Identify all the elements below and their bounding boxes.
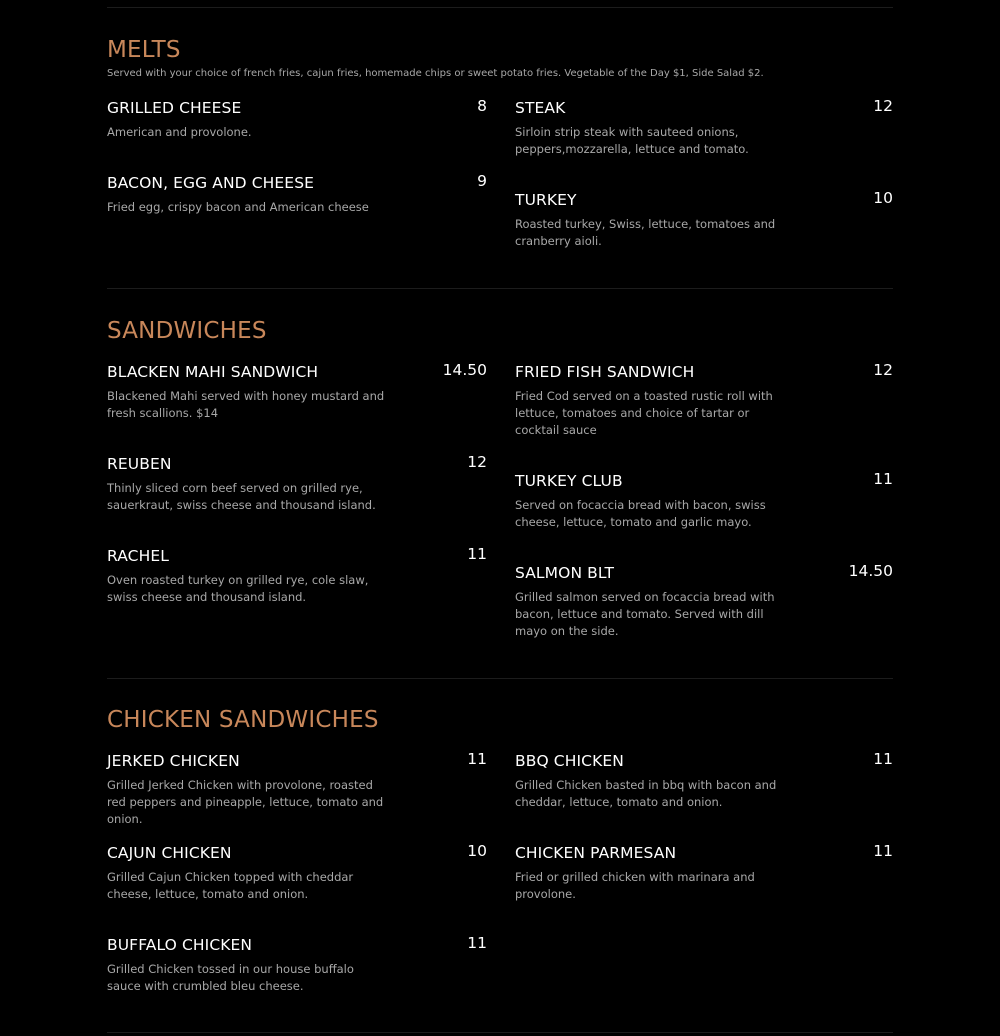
item-name: TURKEY CLUB [515, 472, 623, 490]
item-name: RACHEL [107, 547, 169, 565]
item-description: Thinly sliced corn beef served on grilled rye, sauerkraut, swiss cheese and thousand island. [107, 481, 376, 512]
item-price: 11 [873, 470, 893, 488]
item-price: 14.50 [848, 562, 893, 580]
item-description: Sirloin strip steak with sauteed onions, peppers,mozzarella, lettuce and tomato. [515, 125, 749, 156]
item-name: GRILLED CHEESE [107, 99, 242, 117]
item-name: JERKED CHICKEN [107, 752, 240, 770]
item-name: BBQ CHICKEN [515, 752, 624, 770]
item-price: 11 [467, 545, 487, 563]
item-name: BLACKEN MAHI SANDWICH [107, 363, 319, 381]
item-price: 9 [477, 172, 487, 190]
section-divider [107, 7, 893, 8]
section-note-melts: Served with your choice of french fries, cajun fries, homemade chips or sweet potato fries. Vegetable of the Day $1, Side Salad $2. [107, 68, 764, 79]
section-divider [107, 288, 893, 289]
section-title-sandwiches: SANDWICHES [107, 318, 267, 344]
item-name: BACON, EGG AND CHEESE [107, 174, 315, 192]
item-description: Oven roasted turkey on grilled rye, cole slaw, swiss cheese and thousand island. [107, 573, 369, 604]
item-price: 8 [477, 97, 487, 115]
item-name: FRIED FISH SANDWICH [515, 363, 695, 381]
item-name: CHICKEN PARMESAN [515, 844, 677, 862]
item-price: 11 [467, 934, 487, 952]
item-name: STEAK [515, 99, 566, 117]
item-name: BUFFALO CHICKEN [107, 936, 253, 954]
section-divider [107, 678, 893, 679]
item-description: Fried egg, crispy bacon and American cheese [107, 200, 369, 214]
item-name: SALMON BLT [515, 564, 615, 582]
item-name: TURKEY [515, 191, 577, 209]
item-description: Grilled Jerked Chicken with provolone, roasted red peppers and pineapple, lettuce, tomato and onion. [107, 778, 384, 826]
item-price: 11 [467, 750, 487, 768]
item-description: Grilled Chicken basted in bbq with bacon and cheddar, lettuce, tomato and onion. [515, 778, 777, 809]
item-description: Grilled Cajun Chicken topped with cheddar cheese, lettuce, tomato and onion. [107, 870, 354, 901]
menu-page [107, 0, 893, 1036]
item-description: Fried Cod served on a toasted rustic roll with lettuce, tomatoes and choice of tartar or cocktail sauce [515, 389, 773, 437]
item-name: REUBEN [107, 455, 172, 473]
item-description: Served on focaccia bread with bacon, swiss cheese, lettuce, tomato and garlic mayo. [515, 498, 766, 529]
item-description: Grilled salmon served on focaccia bread with bacon, lettuce and tomato. Served with dill mayo on the side. [515, 590, 775, 638]
item-price: 10 [873, 189, 893, 207]
item-name: CAJUN CHICKEN [107, 844, 232, 862]
item-description: Grilled Chicken tossed in our house buffalo sauce with crumbled bleu cheese. [107, 962, 354, 993]
item-price: 12 [467, 453, 487, 471]
item-price: 11 [873, 842, 893, 860]
item-description: American and provolone. [107, 125, 252, 139]
item-description: Roasted turkey, Swiss, lettuce, tomatoes and cranberry aioli. [515, 217, 776, 248]
item-description: Fried or grilled chicken with marinara and provolone. [515, 870, 755, 901]
item-price: 10 [467, 842, 487, 860]
item-price: 12 [873, 97, 893, 115]
section-title-melts: MELTS [107, 37, 181, 63]
item-description: Blackened Mahi served with honey mustard and fresh scallions. $14 [107, 389, 385, 420]
section-divider [107, 1032, 893, 1033]
item-price: 11 [873, 750, 893, 768]
item-price: 12 [873, 361, 893, 379]
item-price: 14.50 [442, 361, 487, 379]
section-title-chicken-sandwiches: CHICKEN SANDWICHES [107, 707, 379, 733]
